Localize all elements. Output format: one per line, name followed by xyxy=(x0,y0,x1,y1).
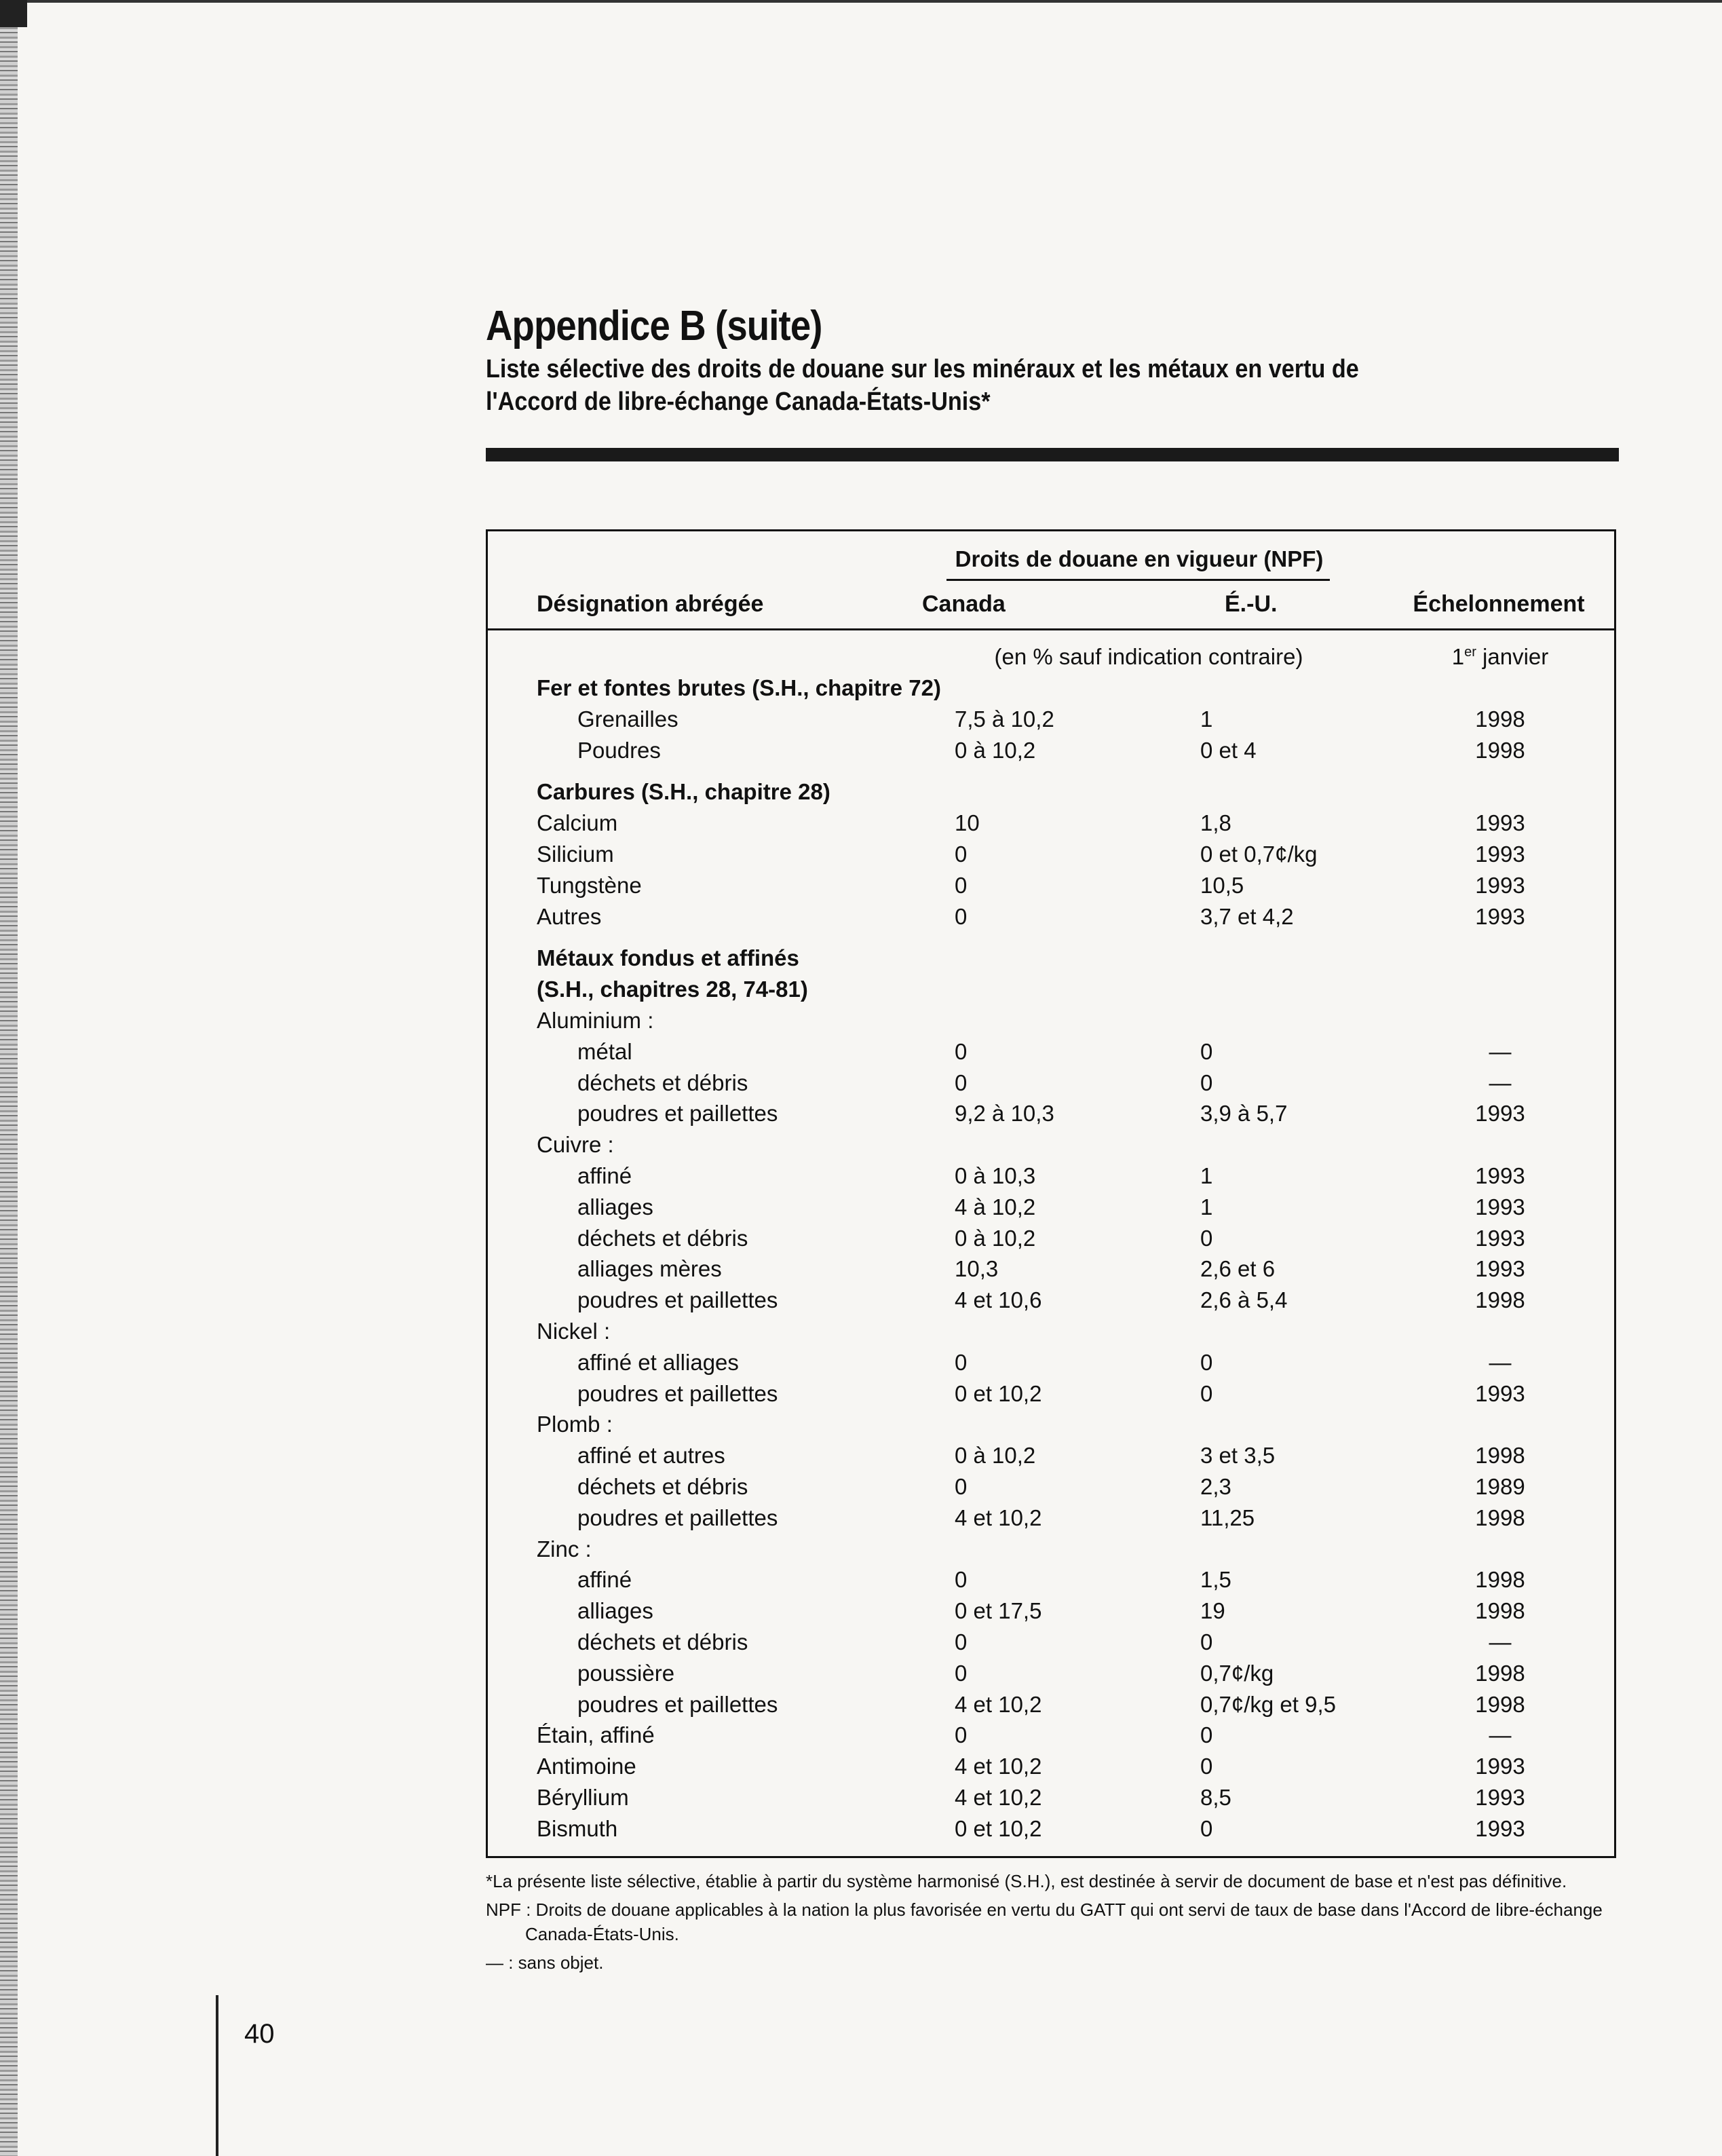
footnote-asterisk: *La présente liste sélective, établie à partir du système harmonisé (S.H.), est destinée à servir de document de base et n'est pas définitive. xyxy=(486,1871,1567,1891)
cell-us: 1 xyxy=(1200,1162,1213,1188)
table-row xyxy=(488,1782,1614,1813)
cell-designation: Autres xyxy=(537,903,602,929)
cell-designation: Béryllium xyxy=(537,1784,629,1810)
cell-canada: 4 et 10,2 xyxy=(955,1754,1042,1779)
cell-canada: 10 xyxy=(955,810,980,836)
header-rule xyxy=(488,628,1614,630)
column-header-us: É.-U. xyxy=(1225,591,1278,617)
table-row xyxy=(488,1036,1614,1067)
cell-phasing: 1998 xyxy=(1475,1598,1525,1624)
table-row xyxy=(488,901,1614,932)
cell-phasing: 1993 xyxy=(1475,1101,1525,1127)
cell-designation: Carbures (S.H., chapitre 28) xyxy=(537,779,830,805)
cell-us: 0 xyxy=(1200,1349,1213,1375)
cell-designation: déchets et débris xyxy=(577,1070,748,1095)
cell-canada: 0 xyxy=(955,1660,968,1686)
cell-canada: 4 et 10,2 xyxy=(955,1784,1042,1810)
table-row xyxy=(488,1192,1614,1223)
cell-phasing: 1998 xyxy=(1475,1505,1525,1530)
scan-edge-corner xyxy=(0,0,27,27)
cell-us: 3,9 à 5,7 xyxy=(1200,1101,1288,1127)
cell-us: 1 xyxy=(1200,706,1213,732)
cell-phasing: — xyxy=(1489,1349,1512,1375)
cell-canada: 0 et 10,2 xyxy=(955,1380,1042,1406)
cell-canada: 0 xyxy=(955,1629,968,1654)
cell-phasing: 1993 xyxy=(1475,1380,1525,1406)
cell-phasing: 1998 xyxy=(1475,737,1525,763)
cell-phasing: 1998 xyxy=(1475,1287,1525,1313)
cell-designation: métal xyxy=(577,1038,632,1064)
cell-designation: poussière xyxy=(577,1660,675,1686)
cell-canada: 4 et 10,2 xyxy=(955,1505,1042,1530)
cell-designation: déchets et débris xyxy=(577,1225,748,1251)
table-row xyxy=(488,870,1614,901)
section-header-row xyxy=(488,943,1614,974)
cell-canada: 0 xyxy=(955,1567,968,1593)
page-number: 40 xyxy=(244,2019,275,2049)
cell-us: 1,8 xyxy=(1200,810,1231,836)
cell-phasing: 1993 xyxy=(1475,1194,1525,1219)
cell-designation: poudres et paillettes xyxy=(577,1505,778,1530)
section-header-row xyxy=(488,974,1614,1005)
footnote-dash: — : sans objet. xyxy=(486,1952,604,1973)
table-row xyxy=(488,1253,1614,1285)
tariff-table xyxy=(486,529,1616,1858)
cell-canada: 0 xyxy=(955,1038,968,1064)
footnotes xyxy=(486,1869,1619,1979)
cell-us: 0,7¢/kg xyxy=(1200,1660,1274,1686)
cell-us: 1 xyxy=(1200,1194,1213,1219)
cell-phasing: 1993 xyxy=(1475,1815,1525,1841)
table-row xyxy=(488,1440,1614,1471)
table-row xyxy=(488,1223,1614,1254)
cell-us: 3,7 et 4,2 xyxy=(1200,903,1294,929)
cell-designation: poudres et paillettes xyxy=(577,1101,778,1127)
group-header: Droits de douane en vigueur (NPF) xyxy=(955,546,1324,571)
cell-designation: Poudres xyxy=(577,737,661,763)
cell-phasing: 1993 xyxy=(1475,1784,1525,1810)
cell-us: 11,25 xyxy=(1200,1505,1255,1530)
cell-designation: Calcium xyxy=(537,810,618,836)
cell-us: 2,6 et 6 xyxy=(1200,1256,1276,1282)
table-row xyxy=(488,1751,1614,1782)
cell-us: 0 xyxy=(1200,1754,1213,1779)
cell-designation: déchets et débris xyxy=(577,1629,748,1654)
cell-designation: Silicium xyxy=(537,841,614,867)
column-header-phasing: Échelonnement xyxy=(1413,591,1585,617)
cell-designation: affiné xyxy=(577,1162,632,1188)
cell-designation: alliages xyxy=(577,1598,653,1624)
table-row xyxy=(488,1160,1614,1192)
cell-us: 19 xyxy=(1200,1598,1225,1624)
cell-phasing: — xyxy=(1489,1038,1512,1064)
cell-phasing: 1998 xyxy=(1475,1443,1525,1469)
table-row xyxy=(488,1005,1614,1036)
cell-designation: Aluminium : xyxy=(537,1007,654,1033)
table-row xyxy=(488,1285,1614,1316)
title-rule-bar xyxy=(486,448,1619,461)
table-row xyxy=(488,808,1614,839)
table-row xyxy=(488,1378,1614,1410)
section-header-row xyxy=(488,673,1614,704)
cell-designation: poudres et paillettes xyxy=(577,1691,778,1717)
cell-canada: 4 et 10,2 xyxy=(955,1691,1042,1717)
table-row xyxy=(488,735,1614,766)
table-row xyxy=(488,704,1614,735)
cell-canada: 0 à 10,2 xyxy=(955,1443,1036,1469)
table-row xyxy=(488,1098,1614,1129)
cell-phasing: 1998 xyxy=(1475,706,1525,732)
cell-us: 0 xyxy=(1200,1722,1213,1748)
cell-phasing: 1998 xyxy=(1475,1691,1525,1717)
column-header-canada: Canada xyxy=(922,591,1006,617)
cell-designation: alliages xyxy=(577,1194,653,1219)
cell-designation: Bismuth xyxy=(537,1815,618,1841)
cell-us: 10,5 xyxy=(1200,872,1244,898)
cell-phasing: — xyxy=(1489,1629,1512,1654)
table-row xyxy=(488,1502,1614,1534)
cell-designation: Antimoine xyxy=(537,1754,636,1779)
table-row xyxy=(488,1564,1614,1595)
cell-us: 0 xyxy=(1200,1815,1213,1841)
cell-us: 0 et 0,7¢/kg xyxy=(1200,841,1318,867)
cell-us: 2,6 à 5,4 xyxy=(1200,1287,1288,1313)
cell-canada: 4 à 10,2 xyxy=(955,1194,1036,1219)
cell-us: 3 et 3,5 xyxy=(1200,1443,1276,1469)
units-note: (en % sauf indication contraire) xyxy=(994,644,1303,669)
table-row xyxy=(488,1813,1614,1845)
cell-phasing: 1993 xyxy=(1475,1754,1525,1779)
cell-designation: Grenailles xyxy=(577,706,678,732)
cell-canada: 0 xyxy=(955,1349,968,1375)
cell-canada: 10,3 xyxy=(955,1256,999,1282)
cell-phasing: — xyxy=(1489,1722,1512,1748)
cell-canada: 0 à 10,2 xyxy=(955,1225,1036,1251)
page-subtitle-line-1: Liste sélective des droits de douane sur les minéraux et les métaux en vertu de xyxy=(486,355,1359,383)
group-header-rule xyxy=(946,579,1330,581)
table-row xyxy=(488,1347,1614,1378)
cell-canada: 4 et 10,6 xyxy=(955,1287,1042,1313)
table-row xyxy=(488,1316,1614,1347)
section-header-row xyxy=(488,776,1614,808)
cell-canada: 9,2 à 10,3 xyxy=(955,1101,1054,1127)
page-title: Appendice B (suite) xyxy=(486,303,822,349)
table-row xyxy=(488,1067,1614,1099)
cell-canada: 0 xyxy=(955,903,968,929)
cell-phasing: 1993 xyxy=(1475,1225,1525,1251)
cell-us: 0 xyxy=(1200,1070,1213,1095)
table-row xyxy=(488,1689,1614,1720)
cell-canada: 0 xyxy=(955,872,968,898)
cell-canada: 0 xyxy=(955,1473,968,1499)
table-row xyxy=(488,1471,1614,1502)
page-header xyxy=(486,304,1620,418)
table-row xyxy=(488,1595,1614,1627)
scan-edge-left xyxy=(0,27,18,2156)
cell-canada: 7,5 à 10,2 xyxy=(955,706,1054,732)
cell-phasing: 1998 xyxy=(1475,1567,1525,1593)
cell-designation: Fer et fontes brutes (S.H., chapitre 72) xyxy=(537,675,941,700)
cell-canada: 0 à 10,2 xyxy=(955,737,1036,763)
cell-designation: Plomb : xyxy=(537,1412,613,1437)
cell-designation: alliages mères xyxy=(577,1256,722,1282)
cell-us: 0 xyxy=(1200,1629,1213,1654)
cell-phasing: 1993 xyxy=(1475,810,1525,836)
table-row xyxy=(488,1720,1614,1751)
cell-designation: affiné xyxy=(577,1567,632,1593)
table-row xyxy=(488,1658,1614,1689)
cell-designation: poudres et paillettes xyxy=(577,1380,778,1406)
cell-designation: Tungstène xyxy=(537,872,642,898)
cell-designation: Nickel : xyxy=(537,1318,611,1344)
table-body xyxy=(488,673,1614,1844)
table-row xyxy=(488,1129,1614,1160)
cell-phasing: 1993 xyxy=(1475,903,1525,929)
table-row xyxy=(488,1409,1614,1440)
cell-phasing: — xyxy=(1489,1070,1512,1095)
cell-canada: 0 et 10,2 xyxy=(955,1815,1042,1841)
cell-phasing: 1993 xyxy=(1475,1162,1525,1188)
footnote-npf: NPF : Droits de douane applicables à la nation la plus favorisée en vertu du GATT qui ont servi de taux de base dans l'Accord de libre-échange Canada-États-Unis. xyxy=(486,1899,1603,1944)
cell-us: 1,5 xyxy=(1200,1567,1231,1593)
cell-phasing: 1989 xyxy=(1475,1473,1525,1499)
cell-us: 0 et 4 xyxy=(1200,737,1257,763)
cell-us: 0 xyxy=(1200,1038,1213,1064)
column-header-designation: Désignation abrégée xyxy=(537,591,764,617)
cell-phasing: 1998 xyxy=(1475,1660,1525,1686)
cell-phasing: 1993 xyxy=(1475,841,1525,867)
cell-designation: Métaux fondus et affinés xyxy=(537,945,799,971)
cell-canada: 0 à 10,3 xyxy=(955,1162,1036,1188)
cell-designation: (S.H., chapitres 28, 74-81) xyxy=(537,977,808,1002)
scan-edge-top xyxy=(27,0,1722,3)
cell-designation: Zinc : xyxy=(537,1536,592,1562)
cell-us: 2,3 xyxy=(1200,1473,1231,1499)
table-row xyxy=(488,1534,1614,1565)
cell-us: 0 xyxy=(1200,1225,1213,1251)
cell-canada: 0 xyxy=(955,841,968,867)
cell-designation: affiné et alliages xyxy=(577,1349,739,1375)
cell-us: 0 xyxy=(1200,1380,1213,1406)
cell-phasing: 1993 xyxy=(1475,872,1525,898)
cell-us: 0,7¢/kg et 9,5 xyxy=(1200,1691,1336,1717)
effective-date-note: 1er janvier xyxy=(1451,644,1549,669)
page-subtitle-line-2: l'Accord de libre-échange Canada-États-Unis* xyxy=(486,387,991,416)
cell-designation: Étain, affiné xyxy=(537,1722,655,1748)
cell-canada: 0 xyxy=(955,1722,968,1748)
table-row xyxy=(488,839,1614,870)
cell-designation: Cuivre : xyxy=(537,1132,614,1158)
cell-designation: déchets et débris xyxy=(577,1473,748,1499)
page-margin-rule xyxy=(216,1995,218,2156)
cell-designation: poudres et paillettes xyxy=(577,1287,778,1313)
cell-phasing: 1993 xyxy=(1475,1256,1525,1282)
table-row xyxy=(488,1627,1614,1658)
cell-canada: 0 et 17,5 xyxy=(955,1598,1042,1624)
cell-us: 8,5 xyxy=(1200,1784,1231,1810)
cell-canada: 0 xyxy=(955,1070,968,1095)
cell-designation: affiné et autres xyxy=(577,1443,725,1469)
